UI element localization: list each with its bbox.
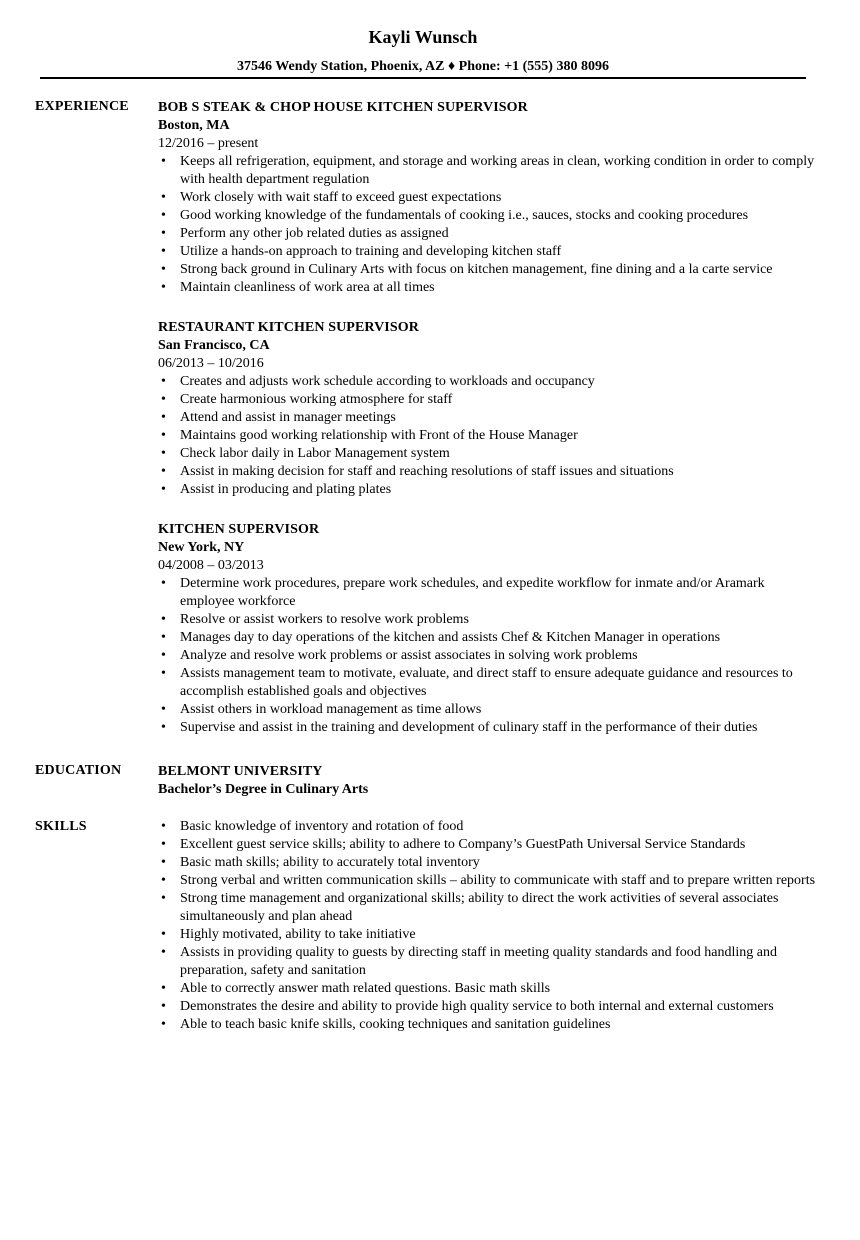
list-item: • Basic knowledge of inventory and rotation of food [158,818,818,836]
school-name: BELMONT UNIVERSITY [158,764,323,779]
list-item: • Strong verbal and written communication skills – ability to communicate with staff and to prepare written reports [158,872,818,890]
list-item: • Keeps all refrigeration, equipment, and storage and working areas in clean, working condition in order to comply with health department regulation [158,153,818,189]
list-item: • Maintains good working relationship with Front of the House Manager [158,427,818,445]
job-title: BOB S STEAK & CHOP HOUSE KITCHEN SUPERVISOR [158,100,528,115]
candidate-name: Kayli Wunsch [368,27,478,47]
list-item: • Manages day to day operations of the kitchen and assists Chef & Kitchen Manager in operations [158,629,818,647]
skills-list [158,818,818,1034]
list-item: • Create harmonious working atmosphere for staff [158,391,818,409]
list-item: • Supervise and assist in the training and development of culinary staff in the performance of their duties [158,719,818,737]
job-dates: 04/2008 – 03/2013 [158,558,264,573]
contact-line: 37546 Wendy Station, Phoenix, AZ ♦ Phone: +1 (555) 380 8096 [237,59,609,74]
list-item: • Assists management team to motivate, evaluate, and direct staff to ensure adequate guidance and resources to accomplish established goals and objectives [158,665,818,701]
list-item: • Strong time management and organizational skills; ability to direct the work activities of several associates simultaneously and plan ahead [158,890,818,926]
section-label-experience: EXPERIENCE [35,99,129,114]
job-dates: 12/2016 – present [158,136,259,151]
list-item: • Assist others in workload management as time allows [158,701,818,719]
job-title: RESTAURANT KITCHEN SUPERVISOR [158,320,419,335]
list-item: • Demonstrates the desire and ability to provide high quality service to both internal and external customers [158,998,818,1016]
job-location: New York, NY [158,540,245,555]
list-item: • Maintain cleanliness of work area at all times [158,279,818,297]
section-label-education: EDUCATION [35,763,122,778]
list-item: • Utilize a hands-on approach to training and developing kitchen staff [158,243,818,261]
job-dates: 06/2013 – 10/2016 [158,356,264,371]
header-divider [40,77,806,79]
list-item: • Highly motivated, ability to take initiative [158,926,818,944]
section-label-skills: SKILLS [35,819,87,834]
list-item: • Excellent guest service skills; ability to adhere to Company’s GuestPath Universal Service Standards [158,836,818,854]
degree: Bachelor’s Degree in Culinary Arts [158,782,369,797]
list-item: • Good working knowledge of the fundamentals of cooking i.e., sauces, stocks and cooking procedures [158,207,818,225]
job-entry [158,521,818,737]
job-entry [158,99,818,297]
job-entry [158,319,818,499]
list-item: • Attend and assist in manager meetings [158,409,818,427]
list-item: • Creates and adjusts work schedule according to workloads and occupancy [158,373,818,391]
list-item: • Able to teach basic knife skills, cooking techniques and sanitation guidelines [158,1016,818,1034]
list-item: • Basic math skills; ability to accurately total inventory [158,854,818,872]
list-item: • Analyze and resolve work problems or assist associates in solving work problems [158,647,818,665]
list-item: • Assists in providing quality to guests by directing staff in meeting quality standards and food handling and preparation, safety and sanitation [158,944,818,980]
job-bullets [158,153,818,297]
list-item: • Assist in making decision for staff and reaching resolutions of staff issues and situations [158,463,818,481]
job-title: KITCHEN SUPERVISOR [158,522,320,537]
list-item: • Perform any other job related duties as assigned [158,225,818,243]
job-bullets [158,575,818,737]
list-item: • Resolve or assist workers to resolve work problems [158,611,818,629]
list-item: • Determine work procedures, prepare work schedules, and expedite workflow for inmate and/or Aramark employee workforce [158,575,818,611]
list-item: • Strong back ground in Culinary Arts with focus on kitchen management, fine dining and a la carte service [158,261,818,279]
list-item: • Assist in producing and plating plates [158,481,818,499]
list-item: • Check labor daily in Labor Management system [158,445,818,463]
job-location: Boston, MA [158,118,230,133]
job-bullets [158,373,818,499]
skills-entry [158,818,818,1034]
list-item: • Able to correctly answer math related questions. Basic math skills [158,980,818,998]
job-location: San Francisco, CA [158,338,270,353]
education-entry [158,763,818,799]
list-item: • Work closely with wait staff to exceed guest expectations [158,189,818,207]
